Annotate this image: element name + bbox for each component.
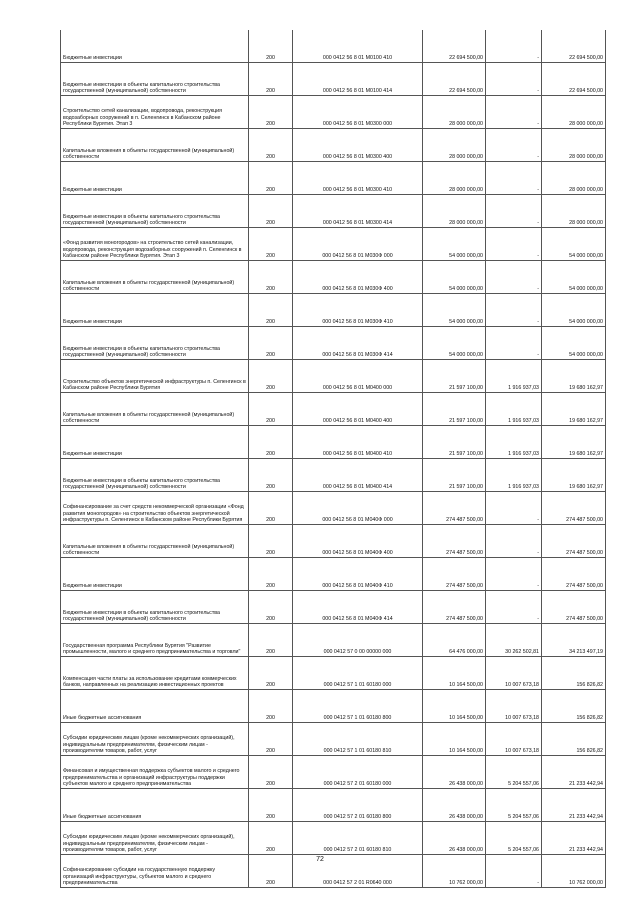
row-code: 200 <box>249 822 293 855</box>
budget-table-sheet <box>60 30 605 888</box>
table-row <box>61 327 606 360</box>
row-code: 200 <box>249 558 293 591</box>
row-classification: 000 0412 56 8 01 М0400 410 <box>293 426 423 459</box>
row-name: Бюджетные инвестиции <box>61 426 249 459</box>
row-amount-approved: 54 000 000,00 <box>423 228 486 261</box>
row-amount-executed: - <box>486 63 542 96</box>
row-amount-remaining: 19 680 162,97 <box>542 426 606 459</box>
row-classification: 000 0412 56 8 01 М0400 000 <box>293 360 423 393</box>
table-row <box>61 228 606 261</box>
row-amount-approved: 10 164 500,00 <box>423 657 486 690</box>
row-amount-executed: 10 007 673,18 <box>486 690 542 723</box>
row-amount-remaining: 21 233 442,94 <box>542 822 606 855</box>
row-code: 200 <box>249 723 293 756</box>
row-amount-approved: 21 597 100,00 <box>423 360 486 393</box>
row-code: 200 <box>249 63 293 96</box>
row-amount-approved: 54 000 000,00 <box>423 327 486 360</box>
row-amount-executed: - <box>486 96 542 129</box>
row-amount-remaining: 54 000 000,00 <box>542 294 606 327</box>
row-amount-approved: 64 476 000,00 <box>423 624 486 657</box>
row-amount-executed: 10 007 673,18 <box>486 657 542 690</box>
row-code: 200 <box>249 657 293 690</box>
row-name: Бюджетные инвестиции <box>61 30 249 63</box>
row-amount-executed: 1 916 937,03 <box>486 426 542 459</box>
row-name: Иные бюджетные ассигнования <box>61 789 249 822</box>
row-amount-executed: - <box>486 30 542 63</box>
row-amount-remaining: 156 826,82 <box>542 723 606 756</box>
table-row <box>61 129 606 162</box>
row-amount-executed: 10 007 673,18 <box>486 723 542 756</box>
table-row <box>61 195 606 228</box>
row-amount-executed: - <box>486 558 542 591</box>
row-name: Капитальные вложения в объекты государственной (муниципальной) собственности <box>61 525 249 558</box>
row-name: Финансовая и имущественная поддержка субъектов малого и среднего предпринимательства и организаций инфраструктуры поддержки субъектов малого и среднего предпринимательства <box>61 756 249 789</box>
row-code: 200 <box>249 327 293 360</box>
table-row <box>61 657 606 690</box>
row-amount-executed: 5 204 557,06 <box>486 756 542 789</box>
row-amount-approved: 22 694 500,00 <box>423 30 486 63</box>
row-classification: 000 0412 57 2 01 R0640 000 <box>293 855 423 888</box>
row-code: 200 <box>249 162 293 195</box>
row-classification: 000 0412 57 2 01 60180 800 <box>293 789 423 822</box>
row-amount-remaining: 156 826,82 <box>542 657 606 690</box>
row-name: Компенсация части платы за использование кредитами коммерческих банков, направленных на реализацию инвестиционных проектов <box>61 657 249 690</box>
row-classification: 000 0412 56 8 01 М040Ф 410 <box>293 558 423 591</box>
row-amount-remaining: 28 000 000,00 <box>542 129 606 162</box>
row-amount-executed: - <box>486 162 542 195</box>
row-code: 200 <box>249 624 293 657</box>
budget-table <box>60 30 606 888</box>
row-amount-approved: 274 487 500,00 <box>423 558 486 591</box>
row-amount-approved: 26 438 000,00 <box>423 756 486 789</box>
row-amount-approved: 10 164 500,00 <box>423 690 486 723</box>
row-classification: 000 0412 57 1 01 60180 810 <box>293 723 423 756</box>
row-amount-executed: - <box>486 129 542 162</box>
row-amount-remaining: 28 000 000,00 <box>542 195 606 228</box>
row-code: 200 <box>249 426 293 459</box>
row-classification: 000 0412 57 1 01 60180 800 <box>293 690 423 723</box>
row-amount-executed: 1 916 937,03 <box>486 393 542 426</box>
row-classification: 000 0412 56 8 01 М0300 414 <box>293 195 423 228</box>
row-amount-executed: 1 916 937,03 <box>486 459 542 492</box>
row-name: Бюджетные инвестиции в объекты капитального строительства государственной (муниципальной) собственности <box>61 459 249 492</box>
row-amount-approved: 26 438 000,00 <box>423 822 486 855</box>
row-code: 200 <box>249 228 293 261</box>
table-row <box>61 30 606 63</box>
row-code: 200 <box>249 393 293 426</box>
row-amount-remaining: 156 826,82 <box>542 690 606 723</box>
table-row <box>61 822 606 855</box>
row-code: 200 <box>249 195 293 228</box>
row-name: Субсидии юридическим лицам (кроме некоммерческих организаций), индивидуальным предпринимателям, физическим лицам - производителям товаров, работ, услуг <box>61 822 249 855</box>
row-code: 200 <box>249 294 293 327</box>
table-row <box>61 624 606 657</box>
row-name: Капитальные вложения в объекты государственной (муниципальной) собственности <box>61 129 249 162</box>
table-row <box>61 756 606 789</box>
table-row <box>61 261 606 294</box>
row-amount-remaining: 54 000 000,00 <box>542 327 606 360</box>
row-amount-approved: 274 487 500,00 <box>423 492 486 525</box>
row-classification: 000 0412 56 8 01 М0100 414 <box>293 63 423 96</box>
row-classification: 000 0412 56 8 01 М030Ф 000 <box>293 228 423 261</box>
row-classification: 000 0412 56 8 01 М030Ф 414 <box>293 327 423 360</box>
row-amount-remaining: 28 000 000,00 <box>542 96 606 129</box>
table-row <box>61 492 606 525</box>
row-amount-approved: 26 438 000,00 <box>423 789 486 822</box>
row-name: Бюджетные инвестиции в объекты капитального строительства государственной (муниципальной) собственности <box>61 327 249 360</box>
table-row <box>61 789 606 822</box>
row-name: Софинансирование за счет средств некоммерческой организации «Фонд развития моногородов» на строительство объектов энергетической инфраструктуры п. Селенгинск в Кабанском районе Республики Бурятия <box>61 492 249 525</box>
row-amount-remaining: 274 487 500,00 <box>542 591 606 624</box>
table-row <box>61 426 606 459</box>
row-code: 200 <box>249 30 293 63</box>
row-amount-executed: - <box>486 228 542 261</box>
row-amount-remaining: 274 487 500,00 <box>542 525 606 558</box>
row-classification: 000 0412 56 8 01 М0400 414 <box>293 459 423 492</box>
row-classification: 000 0412 57 0 00 00000 000 <box>293 624 423 657</box>
row-amount-remaining: 10 762 000,00 <box>542 855 606 888</box>
row-amount-executed: - <box>486 294 542 327</box>
row-code: 200 <box>249 525 293 558</box>
row-code: 200 <box>249 492 293 525</box>
row-amount-remaining: 22 694 500,00 <box>542 30 606 63</box>
row-amount-executed: 5 204 557,06 <box>486 789 542 822</box>
row-amount-approved: 28 000 000,00 <box>423 129 486 162</box>
row-classification: 000 0412 56 8 01 М0300 410 <box>293 162 423 195</box>
table-row <box>61 162 606 195</box>
table-row <box>61 525 606 558</box>
row-classification: 000 0412 56 8 01 М040Ф 400 <box>293 525 423 558</box>
row-amount-executed: - <box>486 327 542 360</box>
row-classification: 000 0412 57 2 01 60180 810 <box>293 822 423 855</box>
row-amount-remaining: 274 487 500,00 <box>542 492 606 525</box>
row-name: Субсидии юридическим лицам (кроме некоммерческих организаций), индивидуальным предпринимателям, физическим лицам - производителям товаров, работ, услуг <box>61 723 249 756</box>
row-classification: 000 0412 56 8 01 М0100 410 <box>293 30 423 63</box>
row-amount-approved: 274 487 500,00 <box>423 525 486 558</box>
row-amount-executed: - <box>486 261 542 294</box>
row-code: 200 <box>249 690 293 723</box>
table-row <box>61 459 606 492</box>
row-code: 200 <box>249 360 293 393</box>
row-classification: 000 0412 56 8 01 М030Ф 410 <box>293 294 423 327</box>
row-amount-approved: 28 000 000,00 <box>423 162 486 195</box>
row-amount-remaining: 19 680 162,97 <box>542 393 606 426</box>
budget-table-body <box>61 30 606 888</box>
row-code: 200 <box>249 756 293 789</box>
row-amount-executed: - <box>486 855 542 888</box>
row-amount-approved: 22 694 500,00 <box>423 63 486 96</box>
row-amount-approved: 21 597 100,00 <box>423 393 486 426</box>
row-name: Бюджетные инвестиции <box>61 558 249 591</box>
row-name: Государственная программа Республики Бурятия "Развитие промышленности, малого и среднего предпринимательства и торговли" <box>61 624 249 657</box>
row-name: Строительство объектов энергетической инфраструктуры п. Селенгинск в Кабанском районе Республики Бурятия <box>61 360 249 393</box>
row-amount-approved: 54 000 000,00 <box>423 294 486 327</box>
row-code: 200 <box>249 459 293 492</box>
row-name: «Фонд развития моногородов» на строительство сетей канализации, водопровода, реконструкция водозаборных сооружений п. Селенгинск в Кабанском районе Республики Бурятия. Этап 3 <box>61 228 249 261</box>
row-amount-approved: 10 762 000,00 <box>423 855 486 888</box>
table-row <box>61 723 606 756</box>
table-row <box>61 591 606 624</box>
row-amount-remaining: 28 000 000,00 <box>542 162 606 195</box>
row-code: 200 <box>249 855 293 888</box>
row-name: Бюджетные инвестиции <box>61 294 249 327</box>
row-code: 200 <box>249 261 293 294</box>
row-name: Капитальные вложения в объекты государственной (муниципальной) собственности <box>61 261 249 294</box>
table-row <box>61 393 606 426</box>
row-classification: 000 0412 56 8 01 М0400 400 <box>293 393 423 426</box>
table-row <box>61 294 606 327</box>
row-classification: 000 0412 56 8 01 М0300 000 <box>293 96 423 129</box>
row-amount-approved: 21 597 100,00 <box>423 426 486 459</box>
row-code: 200 <box>249 789 293 822</box>
row-amount-remaining: 21 233 442,94 <box>542 789 606 822</box>
row-amount-executed: 5 204 557,06 <box>486 822 542 855</box>
row-name: Бюджетные инвестиции в объекты капитального строительства государственной (муниципальной) собственности <box>61 591 249 624</box>
row-amount-executed: - <box>486 525 542 558</box>
page-number: 72 <box>316 856 324 863</box>
row-classification: 000 0412 56 8 01 М0300 400 <box>293 129 423 162</box>
row-amount-executed: 30 262 502,81 <box>486 624 542 657</box>
row-amount-remaining: 54 000 000,00 <box>542 261 606 294</box>
row-amount-remaining: 21 233 442,94 <box>542 756 606 789</box>
row-classification: 000 0412 56 8 01 М030Ф 400 <box>293 261 423 294</box>
row-classification: 000 0412 57 1 01 60180 000 <box>293 657 423 690</box>
row-code: 200 <box>249 591 293 624</box>
row-classification: 000 0412 56 8 01 М040Ф 000 <box>293 492 423 525</box>
row-amount-executed: - <box>486 591 542 624</box>
row-amount-executed: 1 916 937,03 <box>486 360 542 393</box>
row-code: 200 <box>249 129 293 162</box>
row-amount-approved: 21 597 100,00 <box>423 459 486 492</box>
row-amount-remaining: 19 680 162,97 <box>542 360 606 393</box>
row-name: Строительство сетей канализации, водопровода, реконструкция водозаборных сооружений в п. Селенгинск в Кабанском районе Республики Бурятия. Этап 3 <box>61 96 249 129</box>
row-name: Бюджетные инвестиции в объекты капитального строительства государственной (муниципальной) собственности <box>61 63 249 96</box>
row-amount-remaining: 54 000 000,00 <box>542 228 606 261</box>
row-name: Капитальные вложения в объекты государственной (муниципальной) собственности <box>61 393 249 426</box>
row-amount-approved: 54 000 000,00 <box>423 261 486 294</box>
row-name: Софинансирование субсидии на государственную поддержку организаций инфраструктуры, субъектов малого и среднего предпринимательства <box>61 855 249 888</box>
row-amount-executed: - <box>486 492 542 525</box>
row-name: Иные бюджетные ассигнования <box>61 690 249 723</box>
row-amount-executed: - <box>486 195 542 228</box>
row-amount-approved: 28 000 000,00 <box>423 195 486 228</box>
table-row <box>61 690 606 723</box>
table-row <box>61 63 606 96</box>
row-amount-approved: 274 487 500,00 <box>423 591 486 624</box>
row-amount-approved: 28 000 000,00 <box>423 96 486 129</box>
row-amount-remaining: 34 213 497,19 <box>542 624 606 657</box>
row-code: 200 <box>249 96 293 129</box>
table-row <box>61 558 606 591</box>
row-amount-remaining: 22 694 500,00 <box>542 63 606 96</box>
row-amount-approved: 10 164 500,00 <box>423 723 486 756</box>
row-name: Бюджетные инвестиции <box>61 162 249 195</box>
row-amount-remaining: 274 487 500,00 <box>542 558 606 591</box>
row-amount-remaining: 19 680 162,97 <box>542 459 606 492</box>
table-row <box>61 96 606 129</box>
row-classification: 000 0412 57 2 01 60180 000 <box>293 756 423 789</box>
table-row <box>61 360 606 393</box>
row-name: Бюджетные инвестиции в объекты капитального строительства государственной (муниципальной) собственности <box>61 195 249 228</box>
row-classification: 000 0412 56 8 01 М040Ф 414 <box>293 591 423 624</box>
